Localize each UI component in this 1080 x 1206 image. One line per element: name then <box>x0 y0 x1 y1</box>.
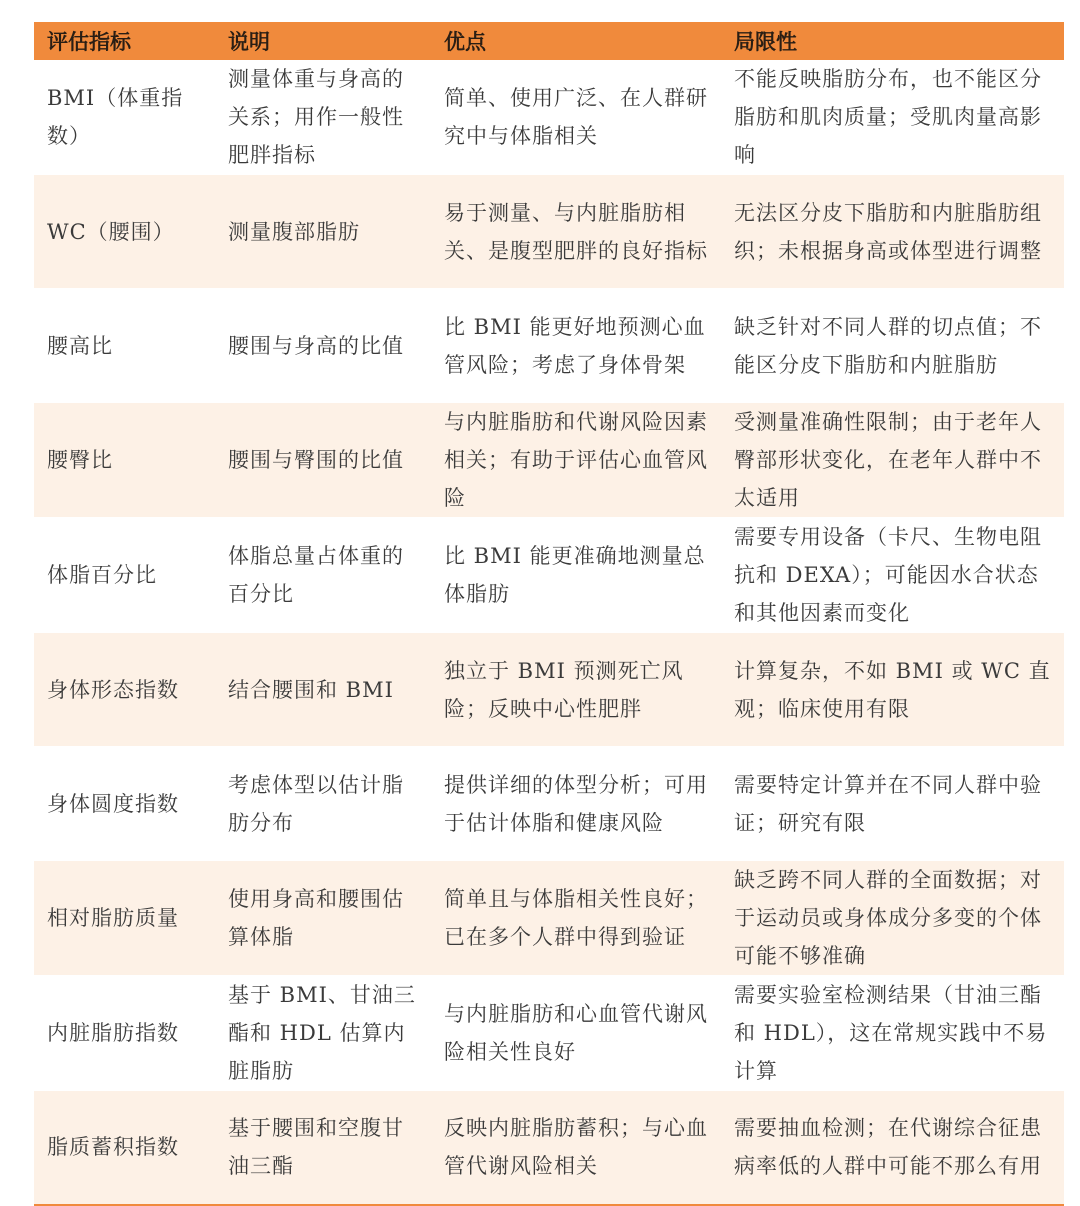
table-row <box>34 633 1064 747</box>
cell-limitations: 不能反映脂肪分布，也不能区分脂肪和肌肉质量；受肌肉量高影响 <box>721 60 1064 175</box>
cell-limitations: 受测量准确性限制；由于老年人臀部形状变化，在老年人群中不太适用 <box>721 403 1064 518</box>
cell-description: 测量腹部脂肪 <box>215 175 431 289</box>
cell-indicator: BMI（体重指数） <box>34 60 215 175</box>
header-description: 说明 <box>215 22 431 60</box>
cell-description: 使用身高和腰围估算体脂 <box>215 861 431 976</box>
cell-advantages: 独立于 BMI 预测死亡风险；反映中心性肥胖 <box>431 633 721 747</box>
table-row <box>34 1091 1064 1205</box>
cell-limitations: 需要实验室检测结果（甘油三酯和 HDL），这在常规实践中不易计算 <box>721 976 1064 1091</box>
cell-indicator: 脂质蓄积指数 <box>34 1091 215 1205</box>
cell-description: 测量体重与身高的关系；用作一般性肥胖指标 <box>215 60 431 175</box>
cell-indicator: 身体圆度指数 <box>34 747 215 861</box>
cell-advantages: 简单、使用广泛、在人群研究中与体脂相关 <box>431 60 721 175</box>
table-row <box>34 518 1064 633</box>
cell-description: 基于 BMI、甘油三酯和 HDL 估算内脏脂肪 <box>215 976 431 1091</box>
cell-limitations: 需要专用设备（卡尺、生物电阻抗和 DEXA）；可能因水合状态和其他因素而变化 <box>721 518 1064 633</box>
cell-indicator: 相对脂肪质量 <box>34 861 215 976</box>
cell-description: 腰围与身高的比值 <box>215 289 431 403</box>
cell-advantages: 与内脏脂肪和心血管代谢风险相关性良好 <box>431 976 721 1091</box>
cell-advantages: 反映内脏脂肪蓄积；与心血管代谢风险相关 <box>431 1091 721 1205</box>
table-row <box>34 60 1064 175</box>
cell-limitations: 无法区分皮下脂肪和内脏脂肪组织；未根据身高或体型进行调整 <box>721 175 1064 289</box>
cell-description: 体脂总量占体重的百分比 <box>215 518 431 633</box>
cell-indicator: 体脂百分比 <box>34 518 215 633</box>
cell-advantages: 与内脏脂肪和代谢风险因素相关；有助于评估心血管风险 <box>431 403 721 518</box>
table-row <box>34 289 1064 403</box>
cell-advantages: 易于测量、与内脏脂肪相关、是腹型肥胖的良好指标 <box>431 175 721 289</box>
comparison-table-container <box>34 22 1064 1206</box>
table-row <box>34 175 1064 289</box>
cell-limitations: 计算复杂，不如 BMI 或 WC 直观；临床使用有限 <box>721 633 1064 747</box>
cell-advantages: 提供详细的体型分析；可用于估计体脂和健康风险 <box>431 747 721 861</box>
obesity-assessment-table <box>34 22 1064 1206</box>
cell-advantages: 比 BMI 能更好地预测心血管风险；考虑了身体骨架 <box>431 289 721 403</box>
table-header <box>34 22 1064 60</box>
table-row <box>34 861 1064 976</box>
cell-description: 基于腰围和空腹甘油三酯 <box>215 1091 431 1205</box>
cell-description: 结合腰围和 BMI <box>215 633 431 747</box>
cell-indicator: 内脏脂肪指数 <box>34 976 215 1091</box>
cell-indicator: WC（腰围） <box>34 175 215 289</box>
header-indicator: 评估指标 <box>34 22 215 60</box>
cell-indicator: 身体形态指数 <box>34 633 215 747</box>
cell-description: 腰围与臀围的比值 <box>215 403 431 518</box>
table-row <box>34 747 1064 861</box>
cell-advantages: 简单且与体脂相关性良好；已在多个人群中得到验证 <box>431 861 721 976</box>
cell-description: 考虑体型以估计脂肪分布 <box>215 747 431 861</box>
header-advantages: 优点 <box>431 22 721 60</box>
header-limitations: 局限性 <box>721 22 1064 60</box>
cell-advantages: 比 BMI 能更准确地测量总体脂肪 <box>431 518 721 633</box>
cell-limitations: 需要特定计算并在不同人群中验证；研究有限 <box>721 747 1064 861</box>
cell-indicator: 腰臀比 <box>34 403 215 518</box>
cell-limitations: 需要抽血检测；在代谢综合征患病率低的人群中可能不那么有用 <box>721 1091 1064 1205</box>
cell-limitations: 缺乏针对不同人群的切点值；不能区分皮下脂肪和内脏脂肪 <box>721 289 1064 403</box>
table-row <box>34 976 1064 1091</box>
cell-indicator: 腰高比 <box>34 289 215 403</box>
header-row <box>34 22 1064 60</box>
table-body <box>34 60 1064 1205</box>
table-row <box>34 403 1064 518</box>
cell-limitations: 缺乏跨不同人群的全面数据；对于运动员或身体成分多变的个体可能不够准确 <box>721 861 1064 976</box>
